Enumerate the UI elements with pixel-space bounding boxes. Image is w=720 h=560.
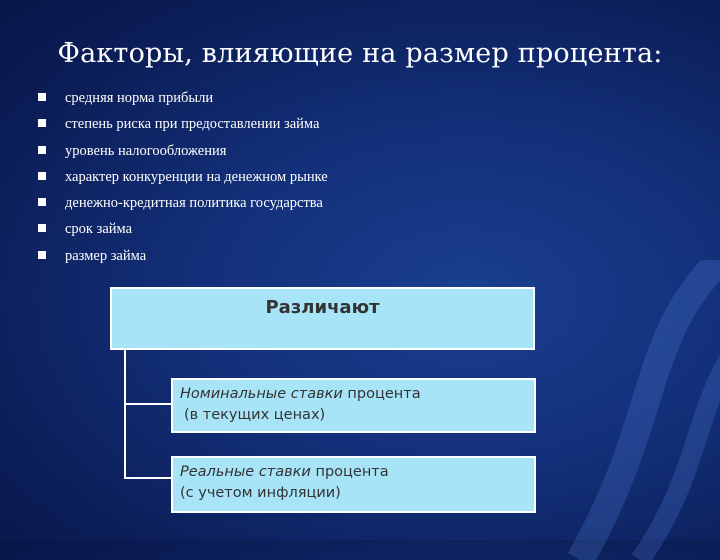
- list-item-text: средняя норма прибыли: [65, 90, 214, 106]
- list-item-text: уровень налогообложения: [65, 142, 227, 159]
- diagram-header-box: [110, 287, 535, 350]
- list-item: [38, 167, 328, 193]
- list-item: [38, 219, 328, 245]
- list-item-text: характер конкуренции на денежном рынке: [65, 168, 328, 185]
- factors-list: [38, 88, 328, 272]
- bullet-square-icon: [38, 119, 46, 127]
- bullet-square-icon: [38, 172, 46, 180]
- diagram-header-text: Различают: [265, 297, 380, 318]
- real-rates-box: [171, 456, 536, 513]
- list-item-text: денежно-кредитная политика государства: [65, 195, 323, 212]
- nominal-rates-rest: процента: [342, 386, 421, 402]
- list-item: [38, 88, 328, 114]
- list-item-text: степень риска при предоставлении займа: [65, 116, 320, 133]
- real-rates-rest: процента: [310, 464, 389, 480]
- nominal-rates-line1: [180, 384, 534, 405]
- list-item: [38, 246, 328, 272]
- real-rates-line1: [180, 462, 534, 483]
- diagram-connector-real: [124, 477, 172, 479]
- nominal-rates-note: (в текущих ценах): [184, 407, 326, 423]
- nominal-rates-term: Номинальные ставки: [180, 386, 343, 402]
- nominal-rates-box: [171, 378, 536, 433]
- list-item: [38, 193, 328, 219]
- real-rates-note: (с учетом инфляции): [180, 485, 341, 501]
- bullet-square-icon: [38, 198, 46, 206]
- bullet-square-icon: [38, 146, 46, 154]
- background-swirl: [520, 260, 720, 560]
- bullet-square-icon: [38, 251, 46, 259]
- list-item: [38, 141, 328, 167]
- real-rates-term: Реальные ставки: [180, 464, 311, 480]
- list-item: [38, 114, 328, 140]
- list-item-text: размер займа: [65, 247, 147, 264]
- diagram-connector-vertical: [124, 350, 126, 477]
- bullet-square-icon: [38, 224, 46, 232]
- list-item-text: срок займа: [65, 221, 133, 238]
- diagram-connector-nominal: [124, 403, 172, 405]
- bullet-square-icon: [38, 93, 46, 101]
- slide-title: Факторы, влияющие на размер процента:: [57, 38, 663, 69]
